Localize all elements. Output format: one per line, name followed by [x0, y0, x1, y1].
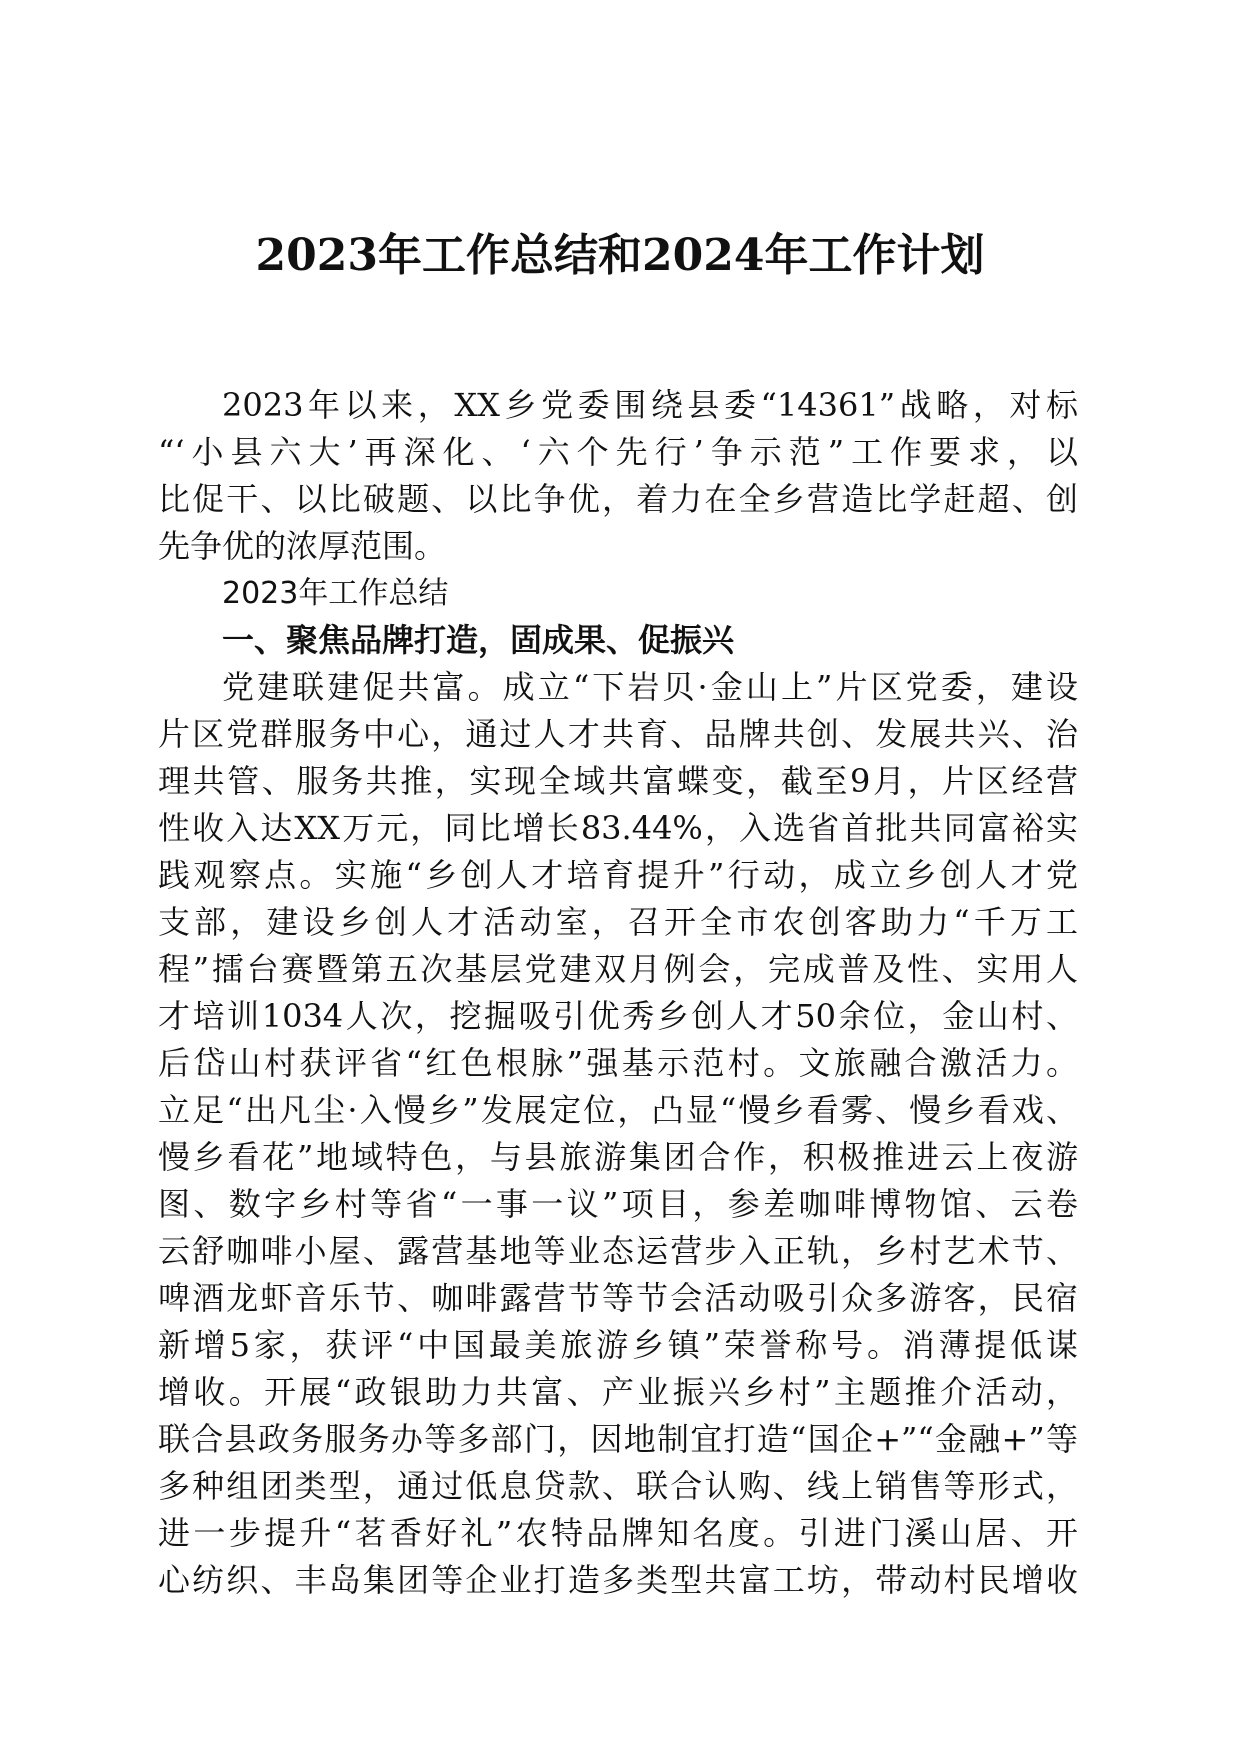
section-heading: 2023年工作总结 [222, 576, 449, 611]
document-body [158, 382, 1078, 1604]
paragraph-line: 进一步提升“茗香好礼”农特品牌知名度。引进门溪山居、开 [158, 1514, 1078, 1552]
intro-line: 先争优的浓厚范围。 [158, 527, 447, 565]
paragraph-line: 增收。开展“政银助力共富、产业振兴乡村”主题推介活动， [158, 1373, 1078, 1411]
intro-line: “‘小县六大’再深化、‘六个先行’争示范”工作要求，以 [158, 433, 1078, 471]
paragraph-line: 才培训1034人次，挖掘吸引优秀乡创人才50余位，金山村、 [158, 997, 1078, 1035]
paragraph-line: 多种组团类型，通过低息贷款、联合认购、线上销售等形式， [158, 1467, 1078, 1505]
paragraph-line: 啤酒龙虾音乐节、咖啡露营节等节会活动吸引众多游客，民宿 [158, 1279, 1078, 1317]
paragraph-line: 联合县政务服务办等多部门，因地制宜打造“国企+”“金融+”等 [158, 1420, 1078, 1458]
paragraph-line: 云舒咖啡小屋、露营基地等业态运营步入正轨，乡村艺术节、 [158, 1232, 1078, 1270]
paragraph-line: 新增5家，获评“中国最美旅游乡镇”荣誉称号。消薄提低谋 [158, 1326, 1078, 1364]
paragraph-line: 践观察点。实施“乡创人才培育提升”行动，成立乡创人才党 [158, 856, 1078, 894]
paragraph-line: 理共管、服务共推，实现全域共富蝶变，截至9月，片区经营 [158, 762, 1078, 800]
paragraph-line: 慢乡看花”地域特色，与县旅游集团合作，积极推进云上夜游 [158, 1138, 1078, 1176]
paragraph-line: 党建联建促共富。成立“下岩贝·金山上”片区党委，建设 [222, 668, 1078, 706]
paragraph-line: 立足“出凡尘·入慢乡”发展定位，凸显“慢乡看雾、慢乡看戏、 [158, 1091, 1078, 1129]
intro-line: 比促干、以比破题、以比争优，着力在全乡营造比学赶超、创 [158, 480, 1078, 518]
paragraph-line: 支部，建设乡创人才活动室，召开全市农创客助力“千万工 [158, 903, 1078, 941]
paragraph-line: 片区党群服务中心，通过人才共育、品牌共创、发展共兴、治 [158, 715, 1078, 753]
document-title: 2023年工作总结和2024年工作计划 [255, 230, 985, 281]
subheading: 一、聚焦品牌打造，固成果、促振兴 [222, 621, 735, 659]
paragraph-line: 后岱山村获评省“红色根脉”强基示范村。文旅融合激活力。 [158, 1044, 1078, 1082]
intro-line: 2023年以来，XX乡党委围绕县委“14361”战略，对标 [222, 386, 1078, 424]
paragraph-line: 程”擂台赛暨第五次基层党建双月例会，完成普及性、实用人 [158, 950, 1078, 988]
paragraph-line: 心纺织、丰岛集团等企业打造多类型共富工坊，带动村民增收 [158, 1561, 1078, 1599]
paragraph-line: 图、数字乡村等省“一事一议”项目，参差咖啡博物馆、云卷 [158, 1185, 1078, 1223]
paragraph-line: 性收入达XX万元，同比增长83.44%，入选省首批共同富裕实 [158, 809, 1078, 847]
